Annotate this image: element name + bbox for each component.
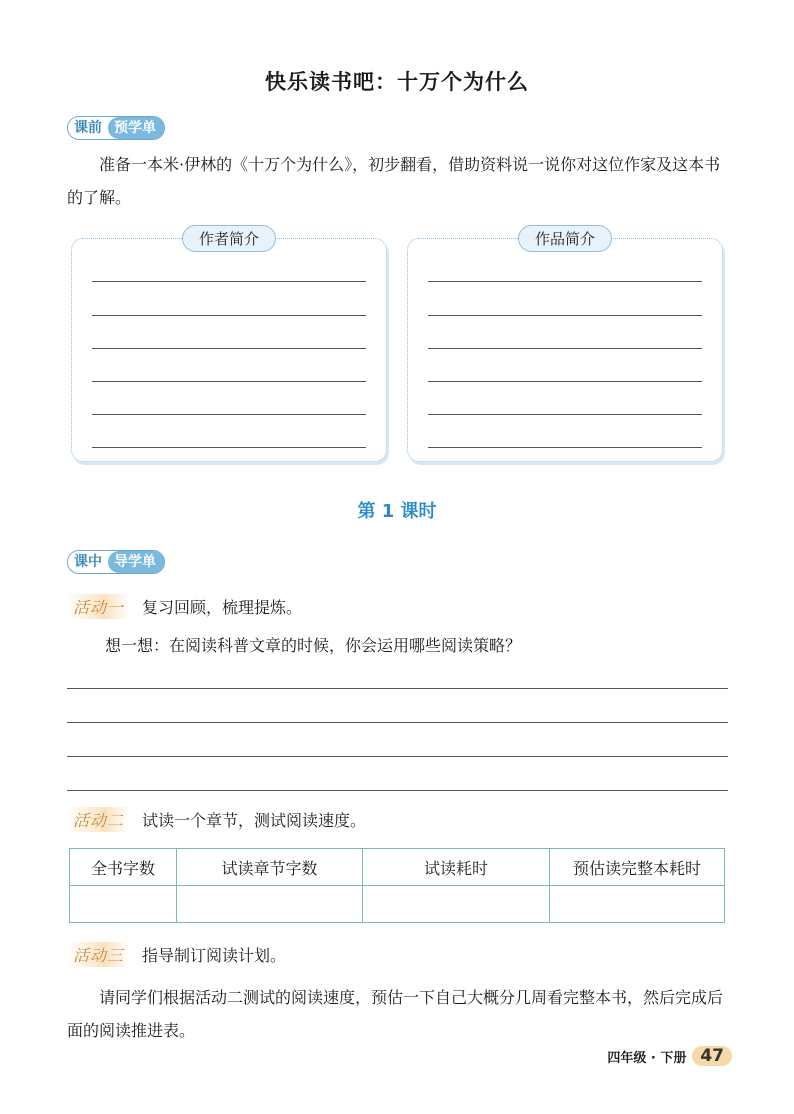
table-cell[interactable] xyxy=(177,886,363,923)
activity-2-title: 试读一个章节，测试阅读速度。 xyxy=(142,811,367,830)
header-trial-time: 试读耗时 xyxy=(363,849,550,886)
badge-left-label: 课中 xyxy=(68,551,108,573)
writing-line xyxy=(92,414,366,415)
writing-line xyxy=(428,281,702,282)
activity-3 xyxy=(67,942,286,967)
pre-class-instruction: 准备一本米·伊林的《十万个为什么》，初步翻看，借助资料说一说你对这位作家及这本书的了解。 xyxy=(67,155,721,207)
writing-line xyxy=(92,447,366,448)
header-estimated-time: 预估读完整本耗时 xyxy=(550,849,725,886)
page-footer xyxy=(607,1046,732,1066)
lesson-title: 第 1 课时 xyxy=(357,501,437,522)
in-class-badge xyxy=(67,550,165,574)
header-chapter-words: 试读章节字数 xyxy=(177,849,363,886)
page-number: 47 xyxy=(692,1046,732,1066)
answer-line[interactable] xyxy=(67,688,728,689)
writing-line xyxy=(428,348,702,349)
writing-line xyxy=(428,414,702,415)
page-title: 快乐读书吧：十万个为什么 xyxy=(265,70,529,94)
writing-line xyxy=(428,381,702,382)
badge-right-label: 预学单 xyxy=(108,117,164,139)
reading-speed-table xyxy=(69,848,725,923)
table-cell[interactable] xyxy=(550,886,725,923)
grade-label: 四年级 · 下册 xyxy=(607,1050,687,1066)
table-row xyxy=(70,886,725,923)
activity-1-title: 复习回顾，梳理提炼。 xyxy=(142,598,303,617)
activity-3-tag: 活动三 xyxy=(67,942,130,967)
writing-line xyxy=(92,281,366,282)
header-total-words: 全书字数 xyxy=(70,849,177,886)
work-intro-title: 作品简介 xyxy=(518,225,612,252)
pre-class-badge xyxy=(67,116,165,140)
activity-2-tag: 活动二 xyxy=(67,807,130,832)
writing-line xyxy=(428,315,702,316)
activity-1 xyxy=(67,594,302,619)
work-intro-box[interactable] xyxy=(407,230,723,462)
writing-line xyxy=(92,315,366,316)
table-cell[interactable] xyxy=(363,886,550,923)
activity-1-tag: 活动一 xyxy=(67,594,130,619)
writing-line xyxy=(92,348,366,349)
activity-3-text: 请同学们根据活动二测试的阅读速度，预估一下自己大概分几周看完整本书，然后完成后面的阅读推进表。 xyxy=(67,988,724,1040)
activity-2 xyxy=(67,807,366,832)
badge-right-label: 导学单 xyxy=(108,551,164,573)
author-intro-box[interactable] xyxy=(71,230,387,462)
activity-1-question: 想一想：在阅读科普文章的时候，你会运用哪些阅读策略？ xyxy=(105,636,522,655)
table-cell[interactable] xyxy=(70,886,177,923)
table-header-row xyxy=(70,849,725,886)
badge-left-label: 课前 xyxy=(68,117,108,139)
answer-line[interactable] xyxy=(67,790,728,791)
answer-line[interactable] xyxy=(67,722,728,723)
writing-line xyxy=(428,447,702,448)
writing-line xyxy=(92,381,366,382)
author-intro-title: 作者简介 xyxy=(182,225,276,252)
activity-3-title: 指导制订阅读计划。 xyxy=(142,946,287,965)
answer-line[interactable] xyxy=(67,756,728,757)
